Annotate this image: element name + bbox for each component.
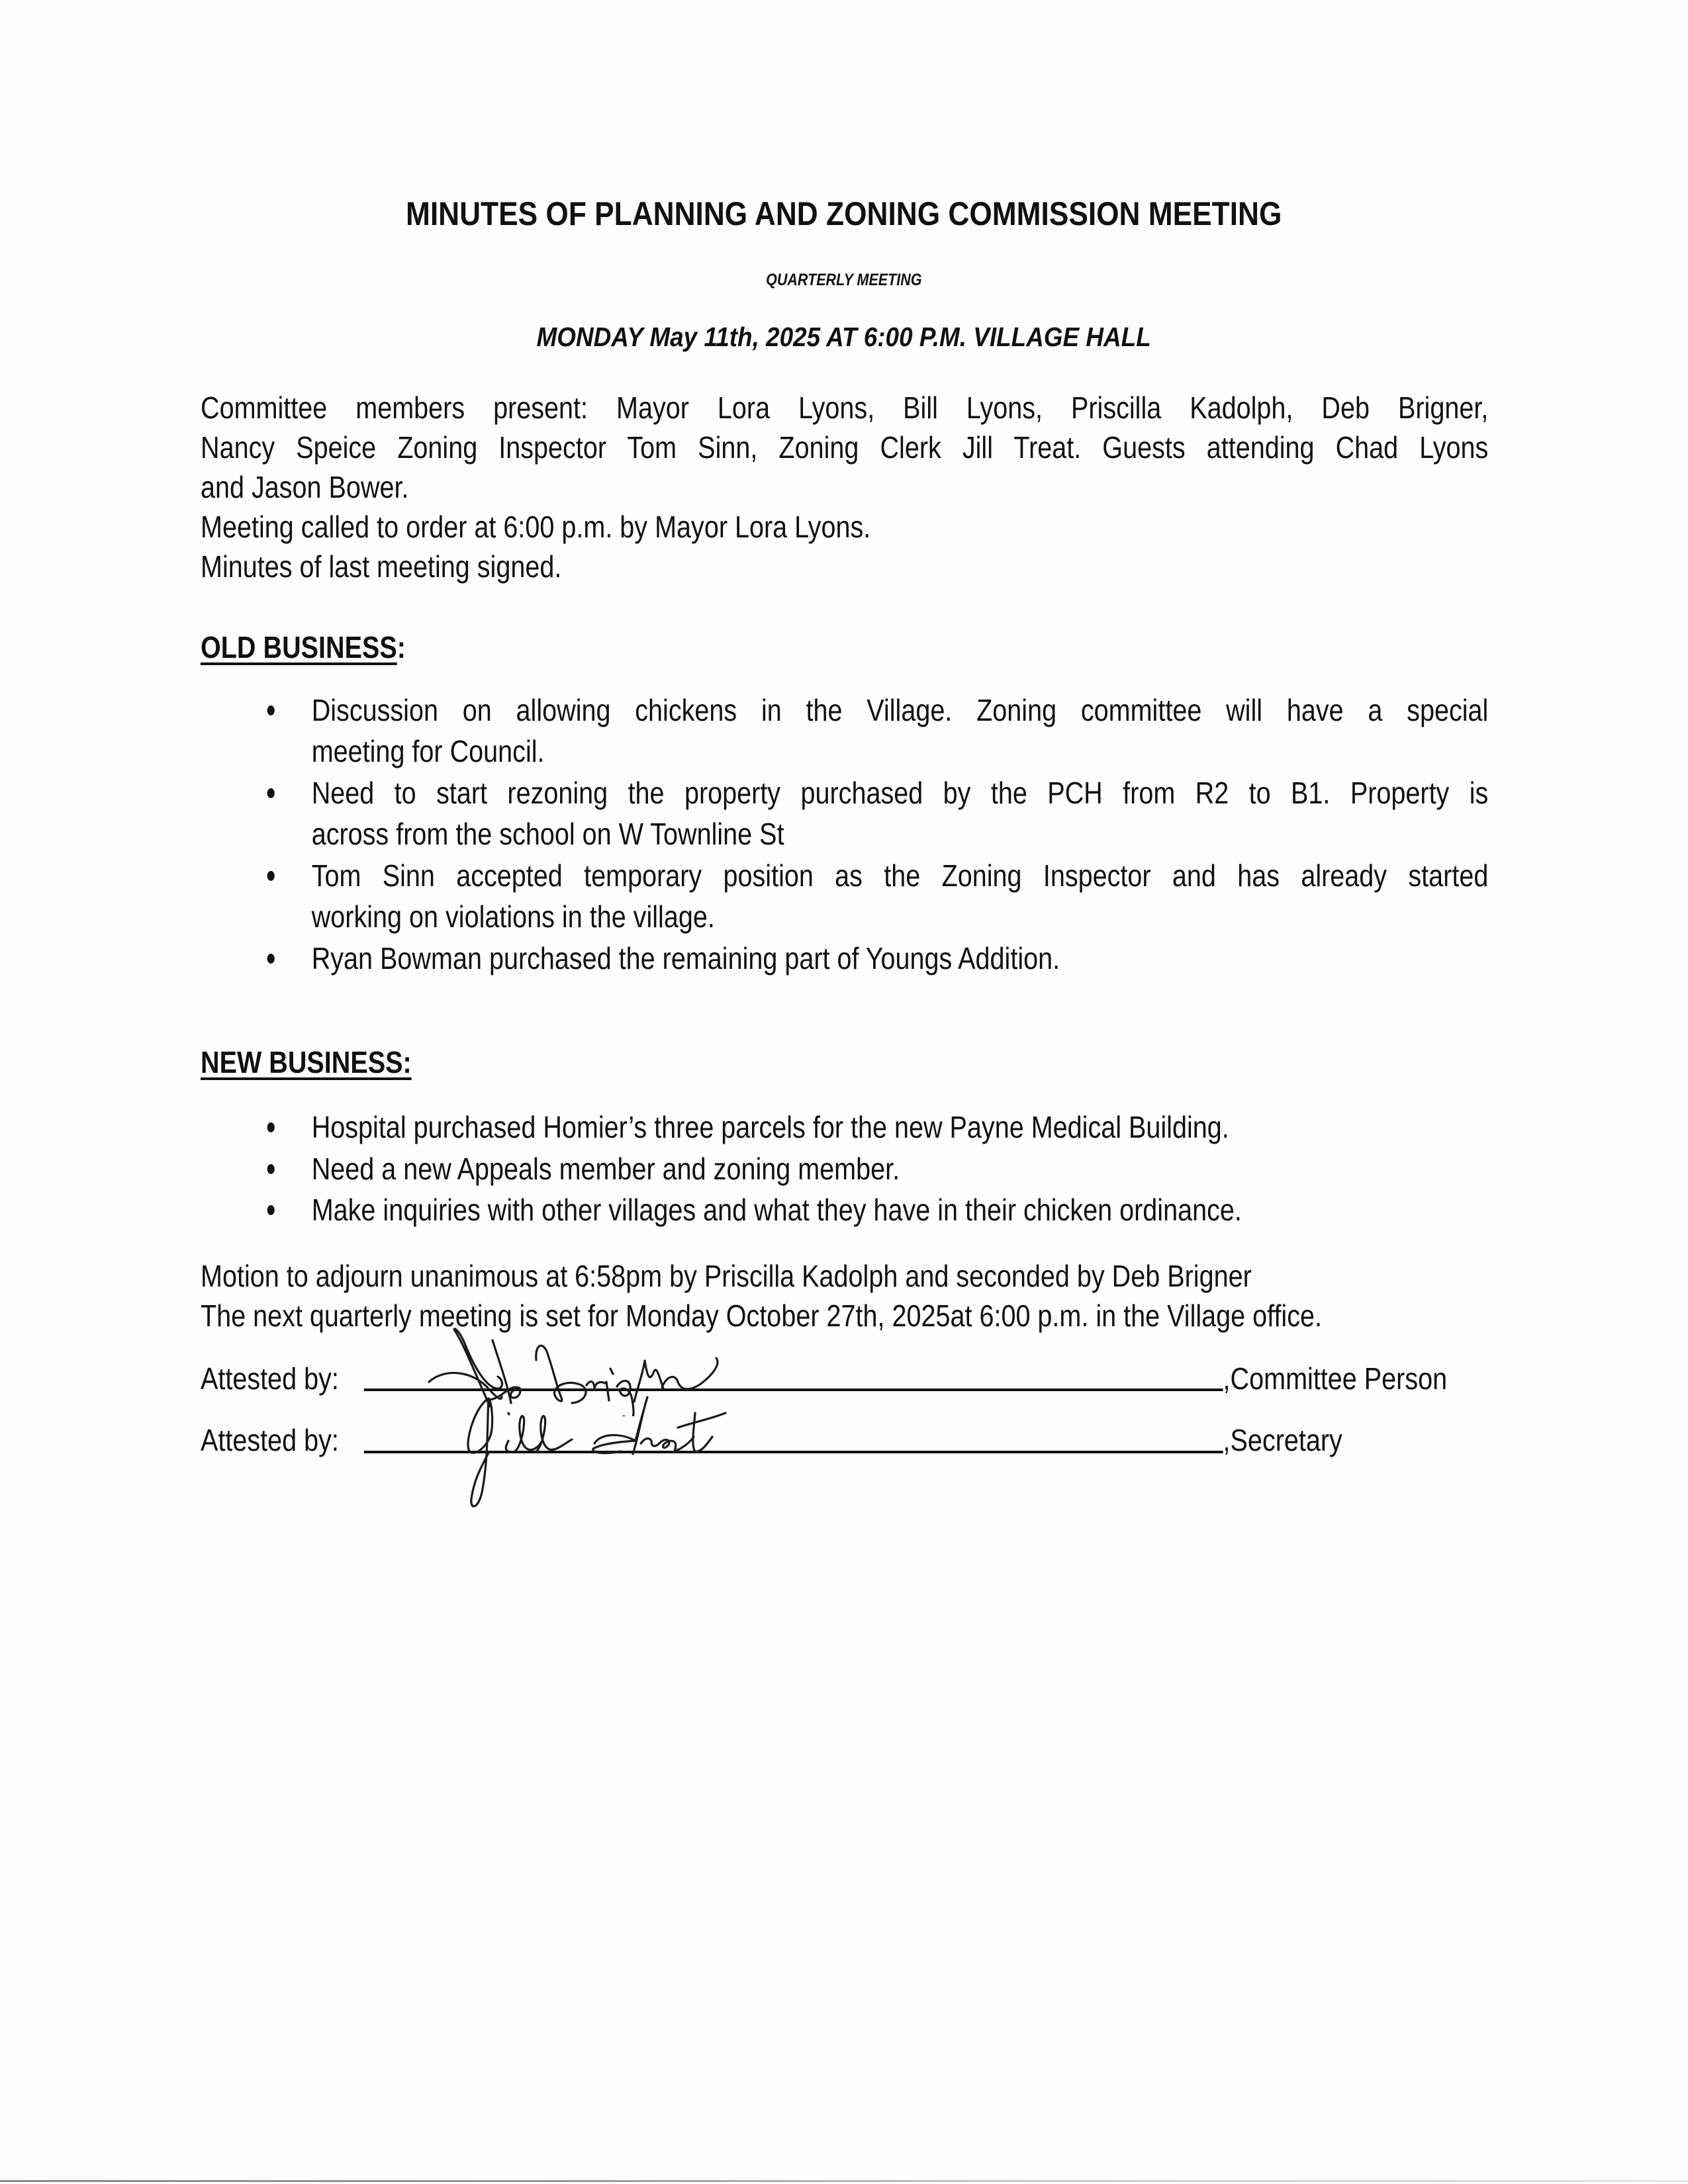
attested-by-label: Attested by: <box>201 1361 339 1396</box>
old-business-heading-text: OLD BUSINESS <box>201 630 397 664</box>
item-line: across from the school on W Townline St <box>311 817 784 851</box>
title-text: MINUTES OF PLANNING AND ZONING COMMISSION MEETING <box>406 195 1282 232</box>
item-line: meeting for Council. <box>311 734 545 768</box>
item-line: Discussion on allowing chickens in the Village. Zoning committee will have a special <box>311 693 1489 727</box>
minutes-signed: Minutes of last meeting signed. <box>201 549 562 584</box>
bullet-icon <box>267 871 275 881</box>
minutes-body <box>201 0 1488 2184</box>
attendance-line: and Jason Bower. <box>201 470 409 504</box>
bullet-icon <box>267 954 275 964</box>
new-business-heading <box>201 1044 412 1081</box>
old-business-heading-colon: : <box>397 630 406 664</box>
subtitle-text: QUARTERLY MEETING <box>766 271 922 289</box>
item-line: Need a new Appeals member and zoning member. <box>311 1152 900 1186</box>
new-business-heading-text: NEW BUSINESS: <box>201 1045 412 1079</box>
bullet-icon <box>267 705 275 715</box>
attendance-line: Nancy Speice Zoning Inspector Tom Sinn, Zoning Clerk Jill Treat. Guests attending Chad Lyons <box>201 430 1489 465</box>
attested-by-label: Attested by: <box>201 1423 339 1457</box>
item-line: Need to start rezoning the property purchased by the PCH from R2 to B1. Property is <box>311 776 1489 810</box>
bullet-icon <box>267 788 275 798</box>
item-line: Hospital purchased Homier’s three parcels for the new Payne Medical Building. <box>311 1110 1229 1144</box>
scan-edge-line <box>0 2180 1688 2182</box>
next-meeting: The next quarterly meeting is set for Monday October 27th, 2025at 6:00 p.m. in the Village office. <box>201 1298 1322 1333</box>
adjourn-motion: Motion to adjourn unanimous at 6:58pm by Priscilla Kadolph and seconded by Deb Brigner <box>201 1259 1252 1293</box>
bullet-icon <box>267 1164 275 1174</box>
attestation-role: ,Secretary <box>1223 1423 1342 1457</box>
item-line: working on violations in the village. <box>311 899 715 934</box>
old-business-heading <box>201 629 406 666</box>
item-line: Make inquiries with other villages and what they have in their chicken ordinance. <box>311 1193 1242 1227</box>
bullet-icon <box>267 1205 275 1215</box>
date-line-text: MONDAY May 11th, 2025 AT 6:00 P.M. VILLAGE HALL <box>536 322 1152 352</box>
attendance-line: Committee members present: Mayor Lora Lyons, Bill Lyons, Priscilla Kadolph, Deb Brigner, <box>201 390 1489 425</box>
called-to-order: Meeting called to order at 6:00 p.m. by Mayor Lora Lyons. <box>201 510 871 544</box>
bullet-icon <box>267 1122 275 1132</box>
attestation-role: ,Committee Person <box>1223 1361 1448 1396</box>
signature-jill-treat <box>462 1393 767 1512</box>
item-line: Ryan Bowman purchased the remaining part of Youngs Addition. <box>311 941 1060 976</box>
item-line: Tom Sinn accepted temporary position as the Zoning Inspector and has already started <box>311 858 1489 893</box>
